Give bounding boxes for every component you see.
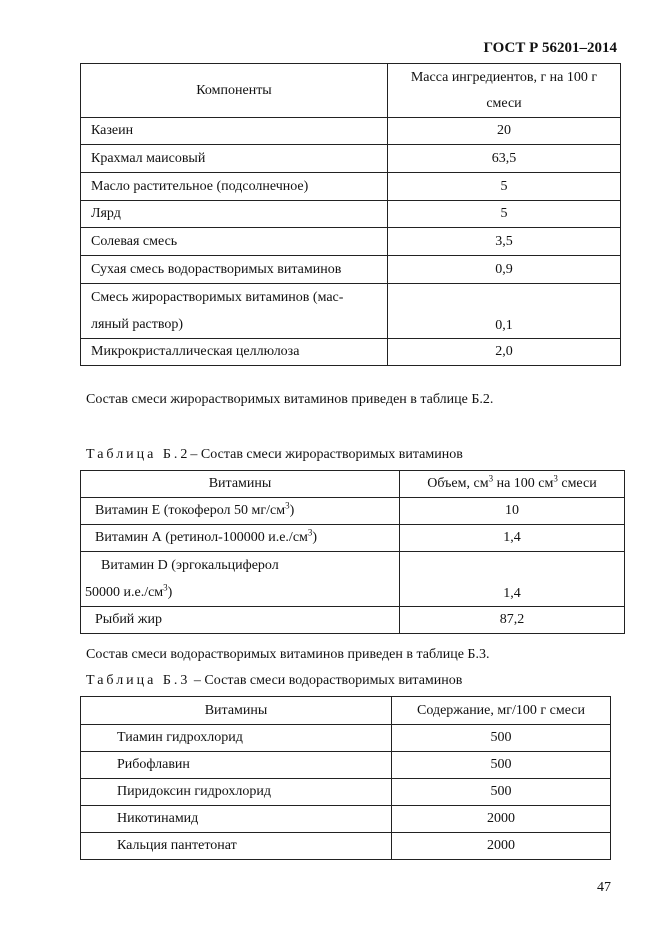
column-header-vitamins: Витамины [81,471,400,498]
vitamin-name: Рибофлавин [81,752,392,779]
table-row [81,339,621,366]
column-header-volume-part3: смеси [557,476,597,491]
table-row [81,284,621,339]
superscript: 3 [163,582,168,593]
table-row [81,173,621,201]
ingredient-mass: 5 [388,201,621,228]
column-header-vitamins: Витамины [81,697,392,725]
vitamin-volume: 87,2 [400,607,625,634]
ingredient-name: Казеин [81,118,388,145]
table-row [81,833,611,860]
vitamin-content: 2000 [392,806,611,833]
ingredients-table [80,63,621,366]
column-header-content: Содержание, мг/100 г смеси [392,697,611,725]
superscript: 3 [285,500,290,511]
vitamin-name-tail: ) [312,530,318,545]
ingredient-mass: 2,0 [388,339,621,366]
table-row [81,228,621,256]
vitamin-name-text: Витамин Е (токоферол 50 мг/см [95,503,286,518]
table-row [81,118,621,145]
column-header-mass [388,64,621,118]
table-row [81,256,621,284]
vitamin-name: Никотинамид [81,806,392,833]
ingredient-name-line2: ляный раствор) [91,317,184,332]
vitamin-name: Пиридоксин гидрохлорид [81,779,392,806]
table-row [81,201,621,228]
table-header-row [81,64,621,118]
table-row [81,552,625,607]
table-header-row [81,697,611,725]
vitamin-name: Тиамин гидрохлорид [81,725,392,752]
column-header-volume-part1: Объем, см [427,476,489,491]
table-row [81,779,611,806]
table-header-row [81,471,625,498]
table2-caption-number: Таблица Б.2 [86,447,191,462]
vitamin-volume: 1,4 [400,525,625,552]
vitamin-name-text: Витамин А (ретинол-100000 и.е./см [95,530,308,545]
vitamin-content: 500 [392,725,611,752]
ingredient-mass: 3,5 [388,228,621,256]
table-row [81,806,611,833]
table3-caption-number: Таблица Б.3 [86,673,191,688]
vitamin-name-line1: Витамин D (эргокальциферол [101,558,279,573]
superscript: 3 [553,473,558,484]
vitamin-content: 500 [392,779,611,806]
table-row [81,145,621,173]
fat-soluble-vitamins-table [80,470,625,634]
water-soluble-vitamins-table [80,696,611,860]
column-header-mass-line2: смеси [486,95,522,111]
document-header: ГОСТ Р 56201–2014 [483,40,617,56]
vitamin-volume: 1,4 [400,552,625,607]
ingredient-name [81,284,388,339]
column-header-volume [400,471,625,498]
ingredient-mass: 5 [388,173,621,201]
superscript: 3 [488,473,494,484]
paragraph-water-soluble-ref: Состав смеси водорастворимых витаминов приведен в таблице Б.3. [86,647,490,662]
table3-caption-text: – Состав смеси водорастворимых витаминов [190,673,463,688]
vitamin-name-line2: 50000 и.е./см [85,585,164,600]
ingredient-name: Масло растительное (подсолнечное) [81,173,388,201]
ingredient-mass: 0,9 [388,256,621,284]
paragraph-fat-soluble-ref: Состав смеси жирорастворимых витаминов приведен в таблице Б.2. [86,392,494,407]
table2-caption-text: – Состав смеси жирорастворимых витаминов [190,447,463,462]
ingredient-name: Солевая смесь [81,228,388,256]
vitamin-name [81,498,400,525]
table-row [81,725,611,752]
vitamin-content: 2000 [392,833,611,860]
vitamin-name: Кальция пантетонат [81,833,392,860]
vitamin-content: 500 [392,752,611,779]
ingredient-name: Крахмал маисовый [81,145,388,173]
vitamin-volume: 10 [400,498,625,525]
ingredient-name-line1: Смесь жирорастворимых витаминов (мас- [91,290,344,305]
table3-caption [86,673,462,689]
ingredient-name: Лярд [81,201,388,228]
table2-caption [86,447,463,463]
vitamin-name: Рыбий жир [81,607,400,634]
vitamin-name [81,552,400,607]
table-row [81,525,625,552]
ingredient-mass: 0,1 [388,284,621,339]
column-header-components: Компоненты [81,64,388,118]
ingredient-mass: 20 [388,118,621,145]
table-row [81,752,611,779]
column-header-volume-part2: на 100 см [493,476,554,491]
ingredient-name: Микрокристаллическая целлюлоза [81,339,388,366]
vitamin-name-tail: ) [289,503,295,518]
ingredient-mass: 63,5 [388,145,621,173]
vitamin-name-tail: ) [167,585,173,600]
table-row [81,607,625,634]
ingredient-name: Сухая смесь водорастворимых витаминов [81,256,388,284]
vitamin-name [81,525,400,552]
superscript: 3 [307,527,313,538]
table-row [81,498,625,525]
column-header-mass-line1: Масса ингредиентов, г на 100 г [410,69,598,85]
page-number: 47 [597,880,611,895]
